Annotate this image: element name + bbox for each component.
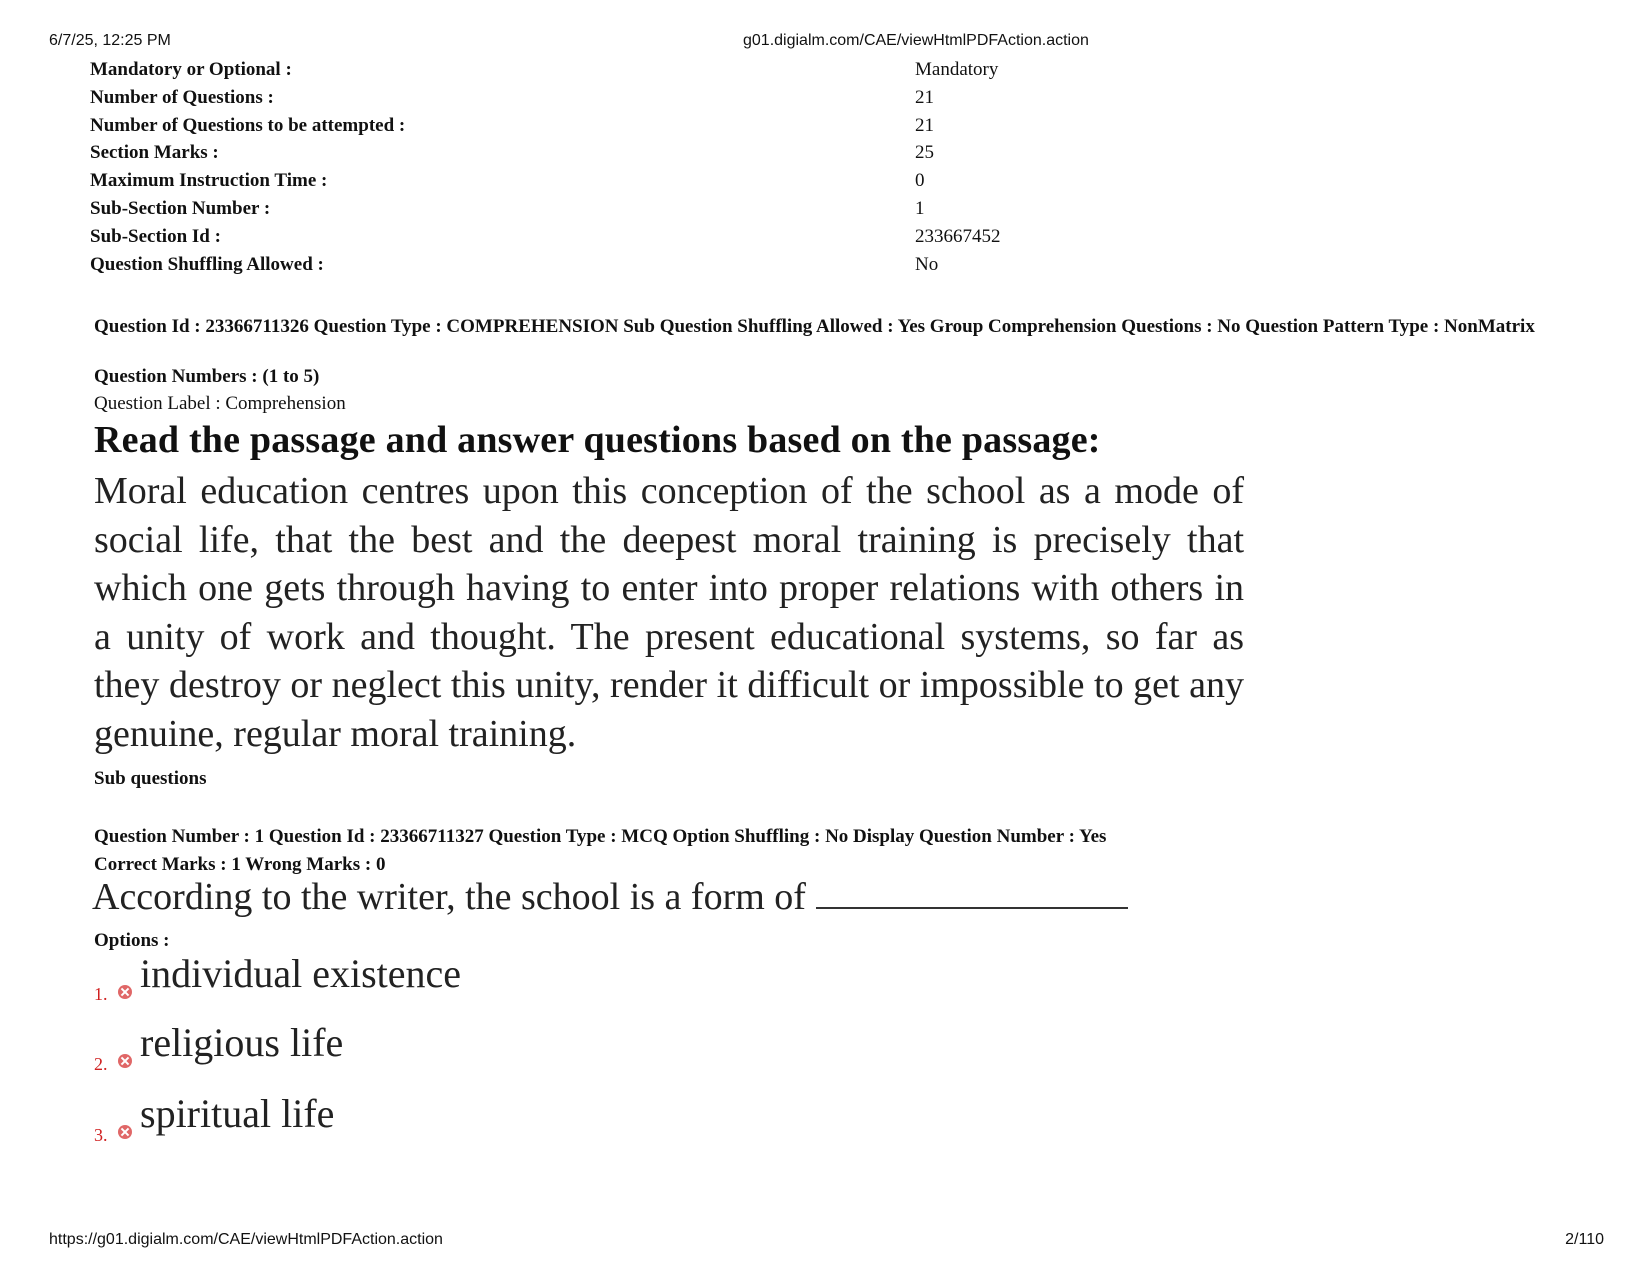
answer-blank [816,873,1128,909]
option-text: individual existence [140,951,462,996]
question-1-info [94,823,1544,879]
meta-key: Sub-Section Id : [90,225,221,247]
page-count: 2/110 [1565,1231,1604,1248]
passage-heading: Read the passage and answer questions based on the passage: [94,419,1101,461]
comprehension-info: Question Id : 23366711326 Question Type : COMPREHENSION Sub Question Shuffling Allowed : Yes Group Comprehension Questions : No Question Pattern Type : NonMatrix [94,316,1535,337]
meta-row [90,115,1190,143]
meta-key: Number of Questions to be attempted : [90,114,406,136]
meta-row [90,170,1190,198]
meta-key: Section Marks : [90,142,219,164]
meta-row [90,87,1190,115]
question-numbers: Question Numbers : (1 to 5) [94,366,320,387]
question-label: Question Label : Comprehension [94,393,346,414]
question-1-marks-line: Correct Marks : 1 Wrong Marks : 0 [94,854,386,875]
meta-row [90,226,1190,254]
meta-key: Question Shuffling Allowed : [90,253,324,275]
option-text: spiritual life [140,1091,335,1136]
print-date: 6/7/25, 12:25 PM [49,32,171,49]
option-number: 1. [94,984,108,1004]
meta-value: 25 [915,142,934,164]
meta-value: 0 [915,170,925,192]
meta-value: Mandatory [915,59,999,80]
section-meta-table [90,59,1190,281]
meta-value: 21 [915,114,934,136]
meta-row [90,198,1190,226]
question-1-info-line: Question Number : 1 Question Id : 23366711327 Question Type : MCQ Option Shuffling : No Display Question Number : Yes [94,826,1107,847]
option-number: 3. [94,1125,108,1145]
option-number: 2. [94,1054,108,1074]
meta-value: 21 [915,86,934,108]
question-1-text [92,873,1128,919]
wrong-cross-icon [118,985,132,999]
meta-key: Mandatory or Optional : [90,59,292,80]
options-label: Options : [94,930,170,951]
wrong-cross-icon [118,1054,132,1068]
passage-text: Moral education centres upon this conception of the school as a mode of social life, that the best and the deepest moral training is precisely that which one gets through having to enter into proper relations with others in a unity of work and thought. The present educational systems, so far as they destroy or neglect this unity, render it difficult or impossible to get any genuine, regular moral training. [94,470,1244,755]
sub-questions-label: Sub questions [94,768,207,789]
meta-row [90,254,1190,282]
print-footer-url: https://g01.digialm.com/CAE/viewHtmlPDFAction.action [49,1231,443,1248]
wrong-cross-icon [118,1125,132,1139]
meta-row [90,142,1190,170]
print-header-url: g01.digialm.com/CAE/viewHtmlPDFAction.action [743,32,1089,49]
option-text: religious life [140,1020,344,1065]
question-1-stem: According to the writer, the school is a form of [92,876,806,918]
meta-key: Maximum Instruction Time : [90,170,328,192]
meta-value: 233667452 [915,225,1001,247]
meta-key: Number of Questions : [90,86,274,108]
meta-value: No [915,253,939,275]
meta-key: Sub-Section Number : [90,197,271,219]
meta-value: 1 [915,197,925,219]
meta-row [90,59,1190,87]
